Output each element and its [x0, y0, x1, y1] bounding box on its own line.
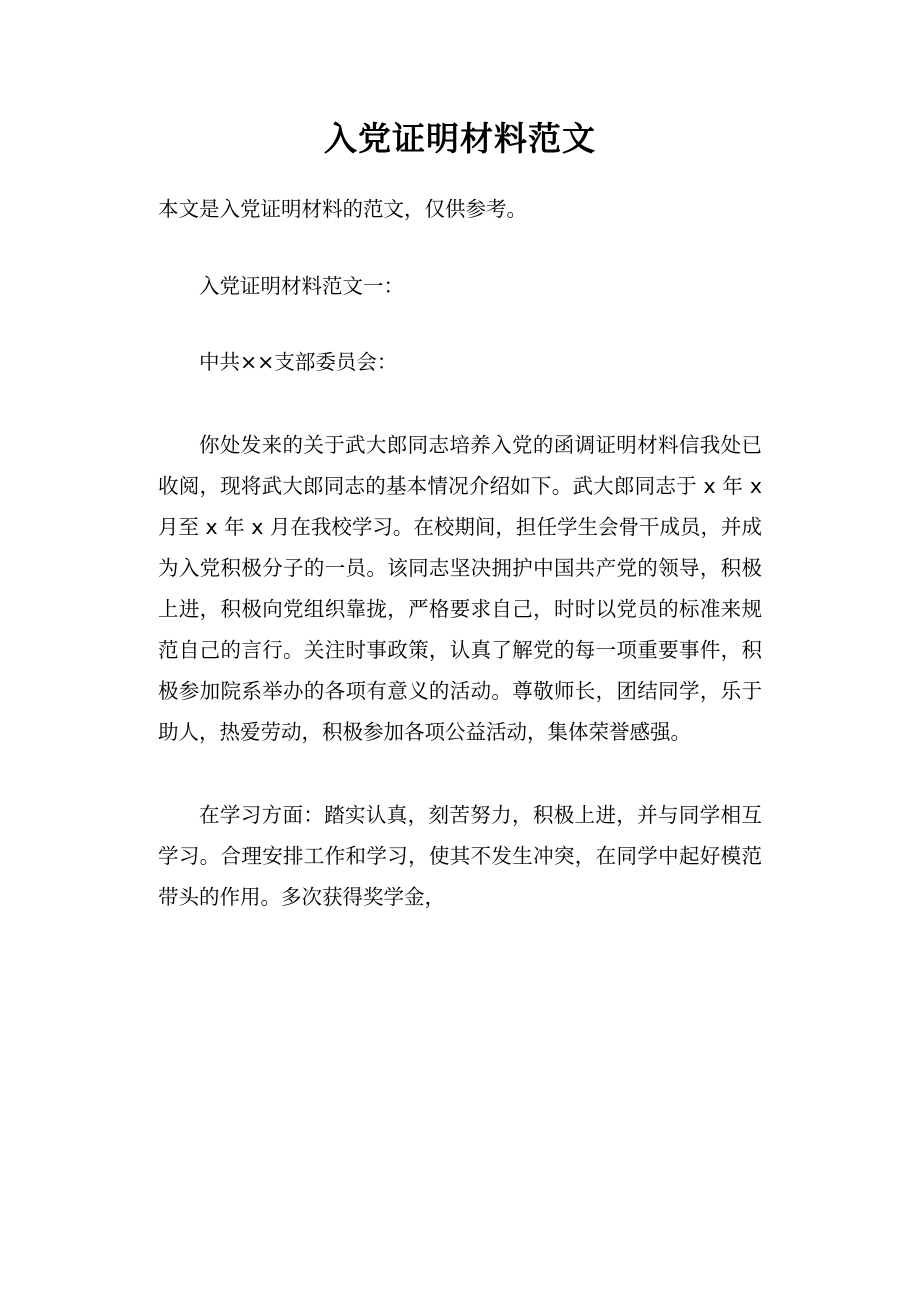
paragraph-study-aspect: 在学习方面：踏实认真，刻苦努力，积极上进，并与同学相互学习。合理安排工作和学习，使其不发生冲突，在同学中起好模范带头的作用。多次获得奖学金，	[158, 802, 762, 909]
paragraph-main-body: 你处发来的关于武大郎同志培养入党的函调证明材料信我处已收阅，现将武大郎同志的基本情况介绍如下。武大郎同志于 x 年 x 月至 x 年 x 月在我校学习。在校期间，担任学生会骨干成员，并成为入党积极分子的一员。该同志坚决拥护中国共产党的领导，积极上进，积极向党组织靠拢，严格要求自己，时时以党员的标准来规范自己的言行。关注时事政策，认真了解党的每一项重要事件，积极参加院系举办的各项有意义的活动。尊敬师长，团结同学，乐于助人，热爱劳动，积极参加各项公益活动，集体荣誉感强。	[158, 432, 762, 744]
paragraph-sample-heading: 入党证明材料范文一：	[199, 273, 404, 298]
paragraph-addressee: 中共××支部委员会：	[199, 349, 398, 374]
page-title: 入党证明材料范文	[324, 119, 596, 158]
document-intro: 本文是入党证明材料的范文，仅供参考。	[158, 196, 527, 221]
